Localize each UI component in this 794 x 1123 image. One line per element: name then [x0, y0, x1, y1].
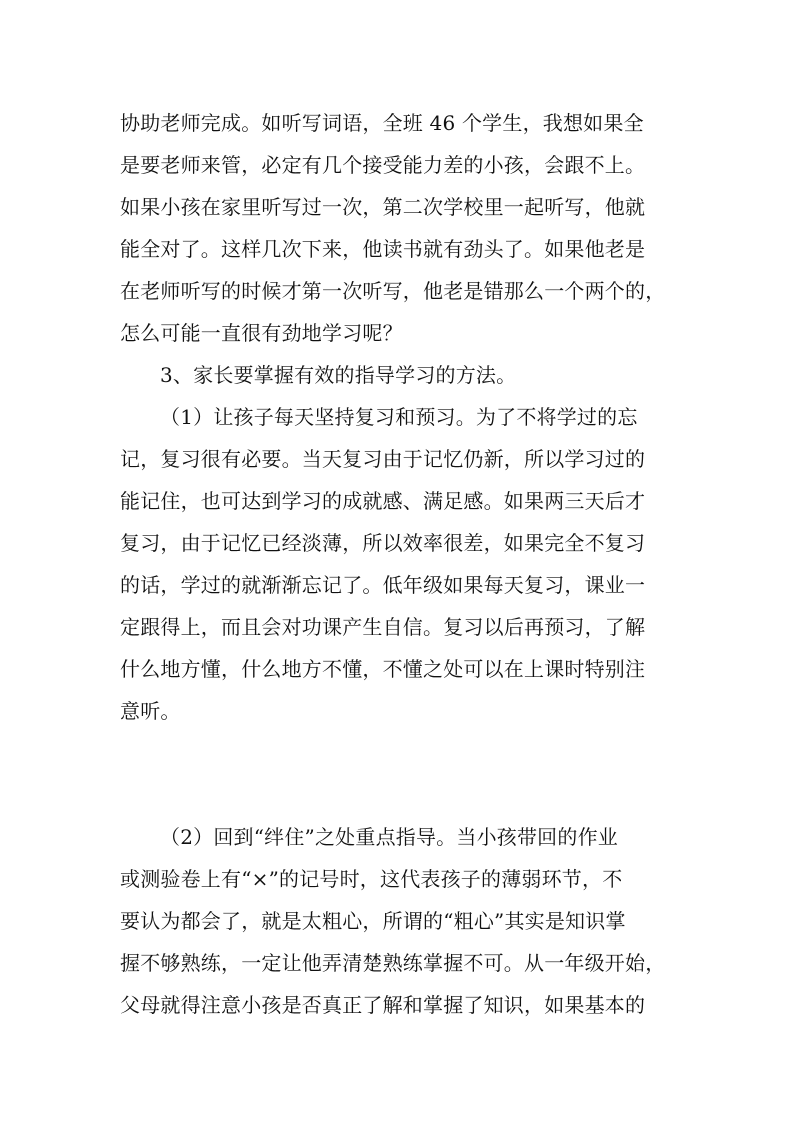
- paragraph-line: 或测验卷上有“×”的记号时，这代表孩子的薄弱环节，不: [120, 867, 623, 891]
- paragraph-line: （2）回到“绊住”之处重点指导。当小孩带回的作业: [160, 825, 618, 849]
- paragraph-line: 如果小孩在家里听写过一次，第二次学校里一起听写，他就: [120, 195, 646, 219]
- paragraph-line: 复习，由于记忆已经淡薄，所以效率很差，如果完全不复习: [120, 531, 646, 555]
- paragraph-line: 握不够熟练，一定让他弄清楚熟练掌握不可。从一年级开始，: [120, 951, 666, 975]
- paragraph-line: 能全对了。这样几次下来，他读书就有劲头了。如果他老是: [120, 237, 646, 261]
- paragraph-line: 要认为都会了，就是太粗心，所谓的“粗心”其实是知识掌: [120, 909, 626, 933]
- paragraph-line: 能记住，也可达到学习的成就感、满足感。如果两三天后才: [120, 489, 646, 513]
- section-heading: 3、家长要掌握有效的指导学习的方法。: [160, 363, 517, 387]
- paragraph-line: 定跟得上，而且会对功课产生自信。复习以后再预习，了解: [120, 615, 646, 639]
- paragraph-line: 父母就得注意小孩是否真正了解和掌握了知识，如果基本的: [120, 993, 646, 1017]
- paragraph-line: 协助老师完成。如听写词语，全班 46 个学生，我想如果全: [120, 111, 644, 135]
- paragraph-line: 的话，学过的就渐渐忘记了。低年级如果每天复习，课业一: [120, 573, 646, 597]
- paragraph-line: 意听。: [120, 699, 181, 723]
- paragraph-line: 是要老师来管，必定有几个接受能力差的小孩，会跟不上。: [120, 153, 646, 177]
- paragraph-line: 在老师听写的时候才第一次听写，他老是错那么一个两个的，: [120, 279, 666, 303]
- paragraph-line: 怎么可能一直很有劲地学习呢？: [120, 321, 403, 345]
- paragraph-line: 什么地方懂，什么地方不懂，不懂之处可以在上课时特别注: [120, 657, 646, 681]
- paragraph-line: 记，复习很有必要。当天复习由于记忆仍新，所以学习过的: [120, 447, 646, 471]
- paragraph-line: （1）让孩子每天坚持复习和预习。为了不将学过的忘: [160, 405, 638, 429]
